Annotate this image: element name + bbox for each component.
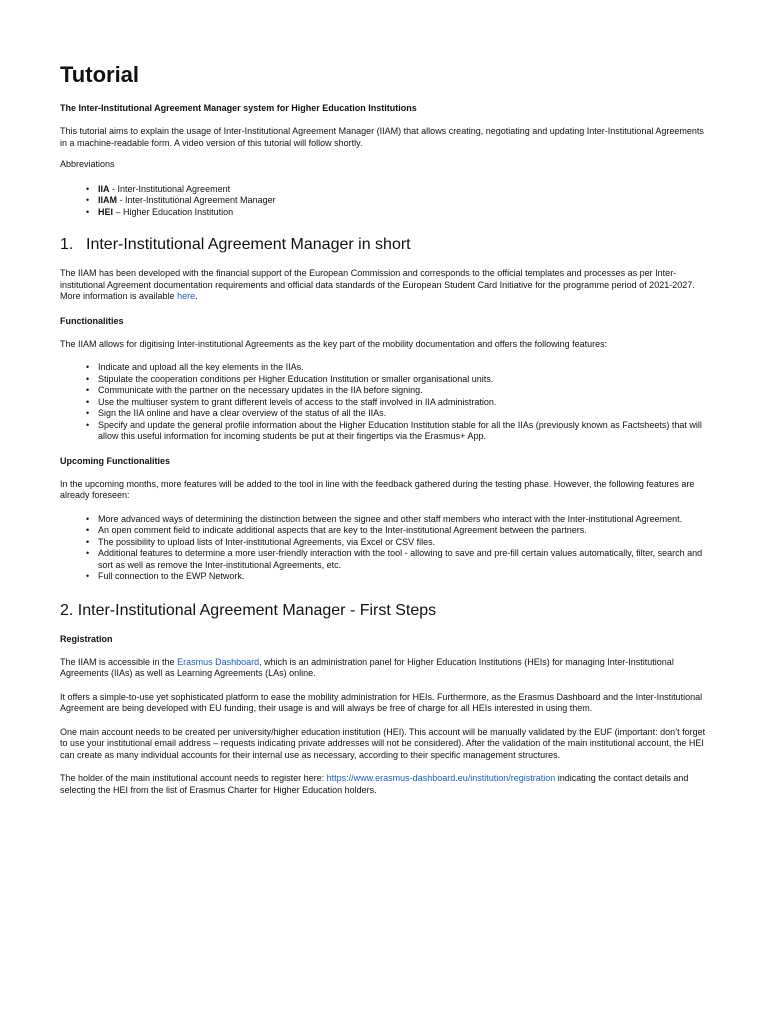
abbreviation-term: IIAM	[98, 195, 117, 205]
abbreviation-desc: Inter-Institutional Agreement Manager	[125, 195, 276, 205]
functionalities-list	[60, 362, 710, 443]
abbreviation-term: HEI	[98, 206, 114, 217]
list-item: • Specify and update the general profile information about the Higher Education Institution stable for all the IIAs (previously known as Factsheets) that will allow this useful information for incoming students be put at their fingertips via the Erasmus+ App.	[98, 420, 710, 443]
list-item: • More advanced ways of determining the distinction between the signee and other staff members who interact with the Inter-institutional Agreement.	[98, 514, 710, 526]
list-item: • Stipulate the cooperation conditions per Higher Education Institution or smaller organisational units.	[98, 374, 710, 386]
upcoming-functionalities-heading: Upcoming Functionalities	[60, 455, 171, 466]
section-1-heading	[60, 235, 710, 255]
abbreviation-desc: Higher Education Institution	[123, 206, 234, 217]
abbreviation-term: IIA	[98, 183, 110, 194]
abbreviation-item: • IIA - Inter-Institutional Agreement	[98, 184, 710, 196]
list-item: • The possibility to upload lists of Inter-institutional Agreements, via Excel or CSV files.	[98, 537, 710, 549]
abbreviation-item: • HEI – Higher Education Institution	[98, 207, 710, 219]
upcoming-list	[60, 514, 710, 583]
list-item: • Sign the IIA online and have a clear overview of the status of all the IIAs.	[98, 408, 710, 420]
intro-paragraph: This tutorial aims to explain the usage of Inter-Institutional Agreement Manager (IIAM) that allows creating, negotiating and updating Inter-Institutional Agreements in a machine-readable form. A video version of this tutorial will follow shortly.	[60, 126, 704, 148]
list-item: • An open comment field to indicate additional aspects that are key to the Inter-institutional Agreement between the partners.	[98, 525, 710, 537]
list-item: • Indicate and upload all the key elements in the IIAs.	[98, 362, 710, 374]
section-1-paragraph: The IIAM has been developed with the financial support of the European Commission and corresponds to the official templates and processes as per Inter-institutional Agreement documentation requirements and official data standards of the European Student Card Initiative for the programme period of 2021-2027. More information is available here.	[60, 268, 695, 301]
section-1-title: Inter-Institutional Agreement Manager in short	[86, 236, 411, 253]
more-info-link[interactable]: here	[177, 291, 196, 301]
list-item: • Full connection to the EWP Network.	[98, 571, 710, 583]
abbreviations-list	[60, 184, 710, 219]
document-page	[60, 62, 710, 796]
upcoming-intro: In the upcoming months, more features will be added to the tool in line with the feedback gathered during the testing phase. However, the following features are already foreseen:	[60, 478, 695, 500]
registration-heading: Registration	[60, 633, 113, 644]
abbreviation-item: • IIAM - Inter-Institutional Agreement Manager	[98, 195, 710, 207]
list-item: • Additional features to determine a more user-friendly interaction with the tool - allowing to save and pre-fill certain values automatically, filter, search and sort as well as remove the Inter-institutional Agreements, etc.	[98, 548, 710, 571]
registration-paragraph-1: The IIAM is accessible in the Erasmus Dashboard, which is an administration panel for Higher Education Institutions (HEIs) for managing Inter-Institutional Agreements (IIAs) as well as Learning Agreements (LAs) online.	[60, 656, 674, 678]
registration-paragraph-3: One main account needs to be created per university/higher education institution (HEI). This account will be manually validated by the EUF (important: don’t forget to use your institutional email address – requests indicating private addresses will not be considered). After the validation of the main institutional account, the HEI can create as many individual accounts for their internal use as necessary, according to their specific management structures.	[60, 726, 706, 760]
functionalities-heading: Functionalities	[60, 315, 124, 326]
abbreviations-heading: Abbreviations	[60, 159, 115, 169]
section-2-heading: 2. Inter-Institutional Agreement Manager - First Steps	[60, 601, 437, 619]
erasmus-dashboard-link[interactable]: Erasmus Dashboard	[177, 656, 260, 667]
section-1-number: 1.	[60, 236, 74, 253]
abbreviation-desc: Inter-Institutional Agreement	[117, 183, 231, 194]
functionalities-intro: The IIAM allows for digitising Inter-institutional Agreements as the key part of the mobility documentation and offers the following features:	[60, 338, 608, 349]
registration-url-link[interactable]: https://www.erasmus-dashboard.eu/institution/registration	[326, 773, 556, 783]
registration-paragraph-2: It offers a simple-to-use yet sophisticated platform to ease the mobility administration for HEIs. Furthermore, as the Erasmus Dashboard and the Inter-Institutional Agreement are being developed with EU funding, their usage is and will always be free of charge for all HEIs interested in using them.	[60, 691, 703, 713]
list-item: • Use the multiuser system to grant different levels of access to the staff involved in IIA administration.	[98, 397, 710, 409]
document-subtitle: The Inter-Institutional Agreement Manager system for Higher Education Institutions	[60, 103, 417, 113]
list-item: • Communicate with the partner on the necessary updates in the IIA before signing.	[98, 385, 710, 397]
registration-paragraph-4: The holder of the main institutional account needs to register here: https://www.erasmus-dashboard.eu/institution/registration indicating the contact details and selecting the HEI from the list of Erasmus Charter for Higher Education holders.	[60, 773, 689, 795]
page-title: Tutorial	[60, 62, 140, 87]
